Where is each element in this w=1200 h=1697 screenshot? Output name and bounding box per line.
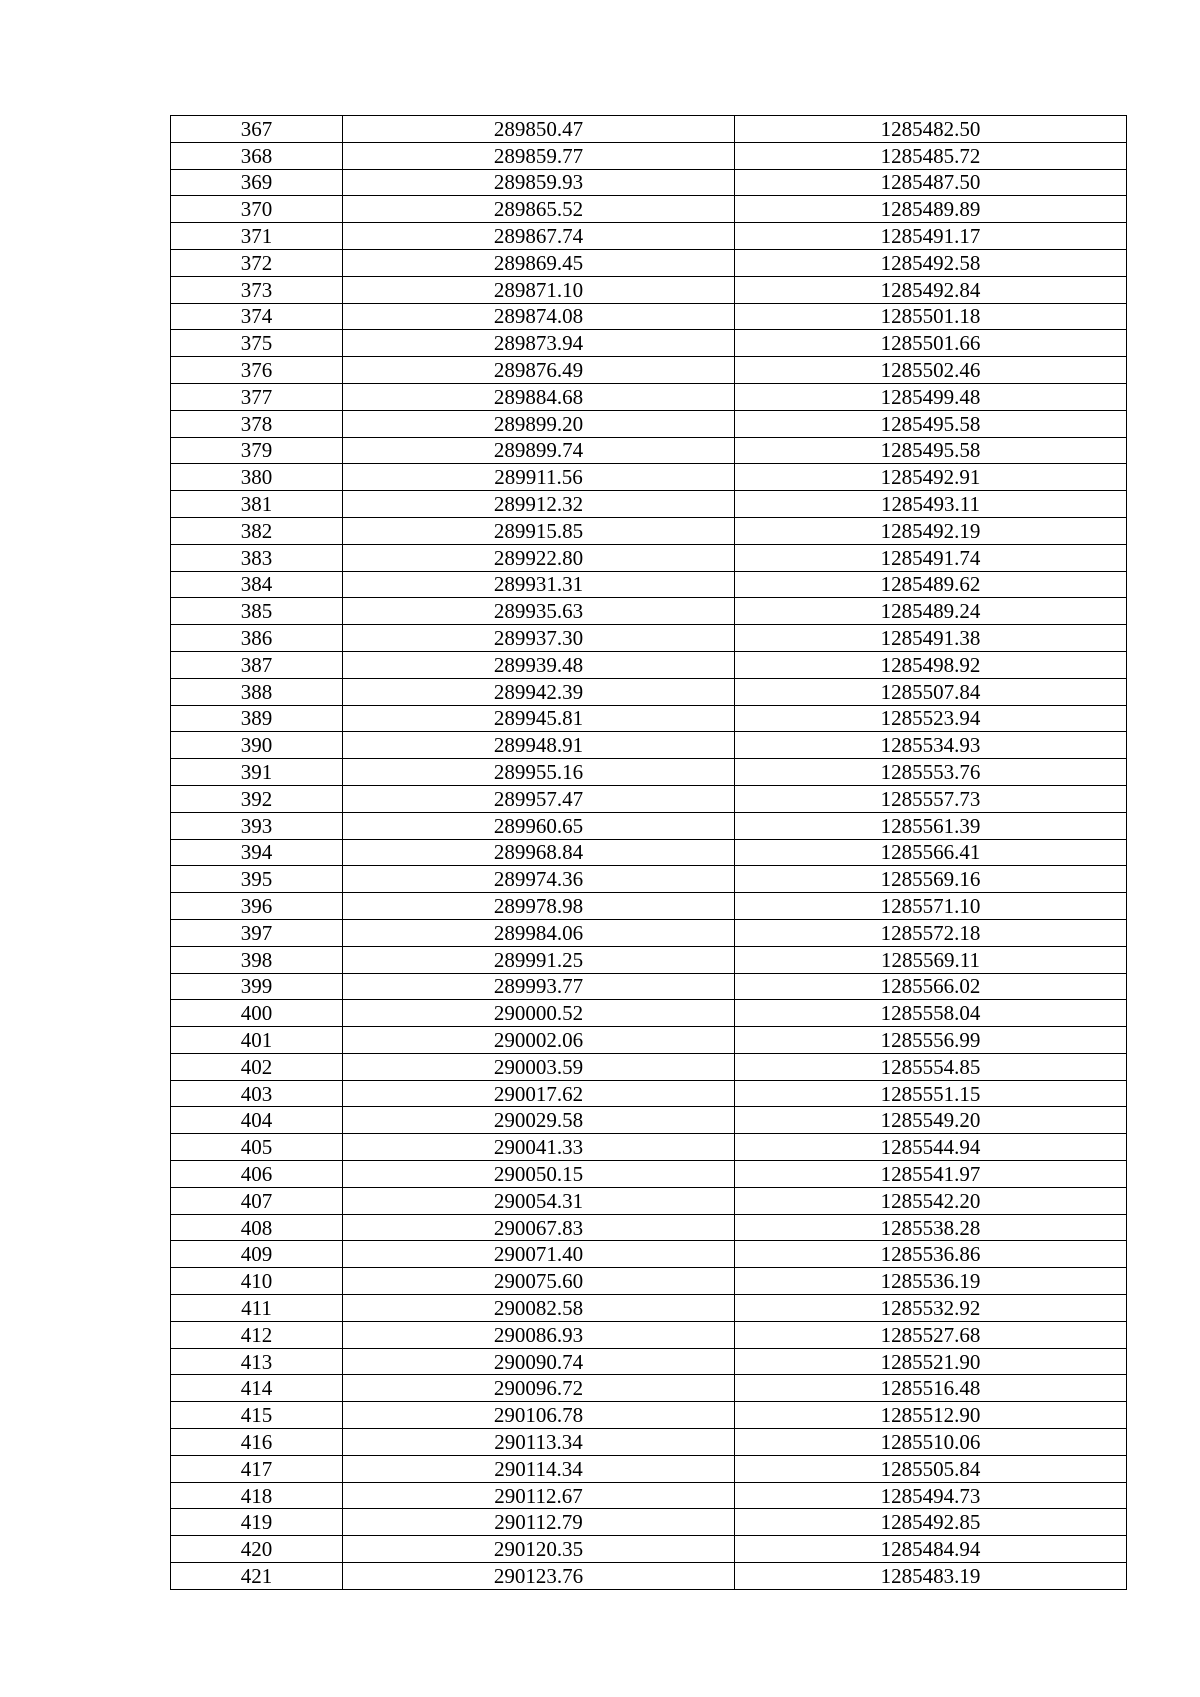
x-coordinate-cell: 290112.67 xyxy=(343,1482,735,1509)
x-coordinate-cell: 289859.77 xyxy=(343,142,735,169)
table-row xyxy=(171,1429,1127,1456)
table-row xyxy=(171,303,1127,330)
x-coordinate-cell: 289884.68 xyxy=(343,383,735,410)
y-coordinate-cell: 1285483.19 xyxy=(735,1563,1127,1590)
y-coordinate-cell: 1285507.84 xyxy=(735,678,1127,705)
x-coordinate-cell: 290120.35 xyxy=(343,1536,735,1563)
y-coordinate-cell: 1285499.48 xyxy=(735,383,1127,410)
y-coordinate-cell: 1285491.38 xyxy=(735,625,1127,652)
y-coordinate-cell: 1285498.92 xyxy=(735,651,1127,678)
y-coordinate-cell: 1285502.46 xyxy=(735,357,1127,384)
table-row xyxy=(171,678,1127,705)
y-coordinate-cell: 1285544.94 xyxy=(735,1134,1127,1161)
x-coordinate-cell: 290114.34 xyxy=(343,1455,735,1482)
table-row xyxy=(171,1321,1127,1348)
y-coordinate-cell: 1285538.28 xyxy=(735,1214,1127,1241)
x-coordinate-cell: 290096.72 xyxy=(343,1375,735,1402)
y-coordinate-cell: 1285501.18 xyxy=(735,303,1127,330)
y-coordinate-cell: 1285492.58 xyxy=(735,249,1127,276)
table-row xyxy=(171,1268,1127,1295)
point-number-cell: 402 xyxy=(171,1053,343,1080)
table-row xyxy=(171,973,1127,1000)
point-number-cell: 395 xyxy=(171,866,343,893)
table-row xyxy=(171,893,1127,920)
point-number-cell: 376 xyxy=(171,357,343,384)
table-row xyxy=(171,1536,1127,1563)
y-coordinate-cell: 1285489.89 xyxy=(735,196,1127,223)
point-number-cell: 374 xyxy=(171,303,343,330)
y-coordinate-cell: 1285551.15 xyxy=(735,1080,1127,1107)
table-row xyxy=(171,223,1127,250)
point-number-cell: 407 xyxy=(171,1187,343,1214)
x-coordinate-cell: 290000.52 xyxy=(343,1000,735,1027)
y-coordinate-cell: 1285553.76 xyxy=(735,759,1127,786)
y-coordinate-cell: 1285536.19 xyxy=(735,1268,1127,1295)
x-coordinate-cell: 289850.47 xyxy=(343,116,735,143)
x-coordinate-cell: 290071.40 xyxy=(343,1241,735,1268)
y-coordinate-cell: 1285492.19 xyxy=(735,517,1127,544)
table-row xyxy=(171,705,1127,732)
point-number-cell: 413 xyxy=(171,1348,343,1375)
y-coordinate-cell: 1285557.73 xyxy=(735,785,1127,812)
point-number-cell: 396 xyxy=(171,893,343,920)
table-row xyxy=(171,142,1127,169)
x-coordinate-cell: 289960.65 xyxy=(343,812,735,839)
table-row xyxy=(171,276,1127,303)
point-number-cell: 417 xyxy=(171,1455,343,1482)
y-coordinate-cell: 1285566.41 xyxy=(735,839,1127,866)
y-coordinate-cell: 1285541.97 xyxy=(735,1161,1127,1188)
y-coordinate-cell: 1285505.84 xyxy=(735,1455,1127,1482)
point-number-cell: 410 xyxy=(171,1268,343,1295)
x-coordinate-cell: 289937.30 xyxy=(343,625,735,652)
point-number-cell: 379 xyxy=(171,437,343,464)
y-coordinate-cell: 1285556.99 xyxy=(735,1027,1127,1054)
y-coordinate-cell: 1285512.90 xyxy=(735,1402,1127,1429)
point-number-cell: 392 xyxy=(171,785,343,812)
coordinates-table-body xyxy=(171,116,1127,1590)
y-coordinate-cell: 1285521.90 xyxy=(735,1348,1127,1375)
x-coordinate-cell: 289984.06 xyxy=(343,919,735,946)
table-row xyxy=(171,946,1127,973)
point-number-cell: 367 xyxy=(171,116,343,143)
y-coordinate-cell: 1285527.68 xyxy=(735,1321,1127,1348)
x-coordinate-cell: 290050.15 xyxy=(343,1161,735,1188)
table-row xyxy=(171,1295,1127,1322)
table-row xyxy=(171,571,1127,598)
x-coordinate-cell: 289939.48 xyxy=(343,651,735,678)
y-coordinate-cell: 1285482.50 xyxy=(735,116,1127,143)
table-row xyxy=(171,169,1127,196)
point-number-cell: 398 xyxy=(171,946,343,973)
point-number-cell: 378 xyxy=(171,410,343,437)
y-coordinate-cell: 1285566.02 xyxy=(735,973,1127,1000)
y-coordinate-cell: 1285516.48 xyxy=(735,1375,1127,1402)
y-coordinate-cell: 1285510.06 xyxy=(735,1429,1127,1456)
y-coordinate-cell: 1285493.11 xyxy=(735,491,1127,518)
y-coordinate-cell: 1285571.10 xyxy=(735,893,1127,920)
point-number-cell: 370 xyxy=(171,196,343,223)
point-number-cell: 412 xyxy=(171,1321,343,1348)
x-coordinate-cell: 289912.32 xyxy=(343,491,735,518)
y-coordinate-cell: 1285484.94 xyxy=(735,1536,1127,1563)
table-row xyxy=(171,1509,1127,1536)
table-row xyxy=(171,1482,1127,1509)
x-coordinate-cell: 290123.76 xyxy=(343,1563,735,1590)
point-number-cell: 381 xyxy=(171,491,343,518)
x-coordinate-cell: 289957.47 xyxy=(343,785,735,812)
table-row xyxy=(171,1563,1127,1590)
point-number-cell: 404 xyxy=(171,1107,343,1134)
point-number-cell: 371 xyxy=(171,223,343,250)
y-coordinate-cell: 1285492.85 xyxy=(735,1509,1127,1536)
x-coordinate-cell: 289869.45 xyxy=(343,249,735,276)
table-row xyxy=(171,196,1127,223)
table-row xyxy=(171,330,1127,357)
point-number-cell: 391 xyxy=(171,759,343,786)
table-row xyxy=(171,116,1127,143)
y-coordinate-cell: 1285489.62 xyxy=(735,571,1127,598)
x-coordinate-cell: 289978.98 xyxy=(343,893,735,920)
y-coordinate-cell: 1285558.04 xyxy=(735,1000,1127,1027)
table-row xyxy=(171,1375,1127,1402)
point-number-cell: 420 xyxy=(171,1536,343,1563)
x-coordinate-cell: 289865.52 xyxy=(343,196,735,223)
x-coordinate-cell: 290113.34 xyxy=(343,1429,735,1456)
table-row xyxy=(171,437,1127,464)
point-number-cell: 411 xyxy=(171,1295,343,1322)
x-coordinate-cell: 290082.58 xyxy=(343,1295,735,1322)
table-row xyxy=(171,517,1127,544)
x-coordinate-cell: 290075.60 xyxy=(343,1268,735,1295)
x-coordinate-cell: 290086.93 xyxy=(343,1321,735,1348)
table-row xyxy=(171,357,1127,384)
y-coordinate-cell: 1285561.39 xyxy=(735,812,1127,839)
x-coordinate-cell: 289974.36 xyxy=(343,866,735,893)
table-row xyxy=(171,1080,1127,1107)
y-coordinate-cell: 1285495.58 xyxy=(735,437,1127,464)
point-number-cell: 386 xyxy=(171,625,343,652)
point-number-cell: 418 xyxy=(171,1482,343,1509)
table-row xyxy=(171,1214,1127,1241)
x-coordinate-cell: 289871.10 xyxy=(343,276,735,303)
table-row xyxy=(171,1107,1127,1134)
point-number-cell: 400 xyxy=(171,1000,343,1027)
table-row xyxy=(171,598,1127,625)
x-coordinate-cell: 290002.06 xyxy=(343,1027,735,1054)
table-row xyxy=(171,1402,1127,1429)
x-coordinate-cell: 289867.74 xyxy=(343,223,735,250)
table-row xyxy=(171,544,1127,571)
coordinates-table xyxy=(170,115,1127,1590)
x-coordinate-cell: 289876.49 xyxy=(343,357,735,384)
table-row xyxy=(171,625,1127,652)
table-row xyxy=(171,249,1127,276)
y-coordinate-cell: 1285549.20 xyxy=(735,1107,1127,1134)
y-coordinate-cell: 1285554.85 xyxy=(735,1053,1127,1080)
x-coordinate-cell: 289935.63 xyxy=(343,598,735,625)
table-row xyxy=(171,1348,1127,1375)
y-coordinate-cell: 1285491.74 xyxy=(735,544,1127,571)
point-number-cell: 368 xyxy=(171,142,343,169)
y-coordinate-cell: 1285532.92 xyxy=(735,1295,1127,1322)
table-row xyxy=(171,1161,1127,1188)
table-row xyxy=(171,464,1127,491)
x-coordinate-cell: 289873.94 xyxy=(343,330,735,357)
x-coordinate-cell: 289899.20 xyxy=(343,410,735,437)
table-row xyxy=(171,919,1127,946)
table-row xyxy=(171,651,1127,678)
point-number-cell: 375 xyxy=(171,330,343,357)
point-number-cell: 385 xyxy=(171,598,343,625)
point-number-cell: 409 xyxy=(171,1241,343,1268)
x-coordinate-cell: 290017.62 xyxy=(343,1080,735,1107)
point-number-cell: 380 xyxy=(171,464,343,491)
point-number-cell: 403 xyxy=(171,1080,343,1107)
x-coordinate-cell: 289931.31 xyxy=(343,571,735,598)
y-coordinate-cell: 1285492.84 xyxy=(735,276,1127,303)
table-row xyxy=(171,1455,1127,1482)
y-coordinate-cell: 1285489.24 xyxy=(735,598,1127,625)
x-coordinate-cell: 289991.25 xyxy=(343,946,735,973)
x-coordinate-cell: 289859.93 xyxy=(343,169,735,196)
y-coordinate-cell: 1285492.91 xyxy=(735,464,1127,491)
y-coordinate-cell: 1285491.17 xyxy=(735,223,1127,250)
table-row xyxy=(171,839,1127,866)
x-coordinate-cell: 289915.85 xyxy=(343,517,735,544)
x-coordinate-cell: 289911.56 xyxy=(343,464,735,491)
point-number-cell: 406 xyxy=(171,1161,343,1188)
table-row xyxy=(171,383,1127,410)
table-row xyxy=(171,1134,1127,1161)
table-row xyxy=(171,1000,1127,1027)
table-row xyxy=(171,812,1127,839)
x-coordinate-cell: 289899.74 xyxy=(343,437,735,464)
x-coordinate-cell: 289942.39 xyxy=(343,678,735,705)
table-row xyxy=(171,866,1127,893)
x-coordinate-cell: 290067.83 xyxy=(343,1214,735,1241)
x-coordinate-cell: 290041.33 xyxy=(343,1134,735,1161)
y-coordinate-cell: 1285494.73 xyxy=(735,1482,1127,1509)
point-number-cell: 394 xyxy=(171,839,343,866)
point-number-cell: 389 xyxy=(171,705,343,732)
point-number-cell: 415 xyxy=(171,1402,343,1429)
y-coordinate-cell: 1285534.93 xyxy=(735,732,1127,759)
table-row xyxy=(171,759,1127,786)
y-coordinate-cell: 1285536.86 xyxy=(735,1241,1127,1268)
point-number-cell: 383 xyxy=(171,544,343,571)
y-coordinate-cell: 1285569.16 xyxy=(735,866,1127,893)
y-coordinate-cell: 1285487.50 xyxy=(735,169,1127,196)
point-number-cell: 388 xyxy=(171,678,343,705)
point-number-cell: 382 xyxy=(171,517,343,544)
y-coordinate-cell: 1285495.58 xyxy=(735,410,1127,437)
table-row xyxy=(171,785,1127,812)
point-number-cell: 372 xyxy=(171,249,343,276)
point-number-cell: 399 xyxy=(171,973,343,1000)
x-coordinate-cell: 290090.74 xyxy=(343,1348,735,1375)
point-number-cell: 393 xyxy=(171,812,343,839)
table-row xyxy=(171,732,1127,759)
x-coordinate-cell: 289945.81 xyxy=(343,705,735,732)
point-number-cell: 419 xyxy=(171,1509,343,1536)
x-coordinate-cell: 289948.91 xyxy=(343,732,735,759)
y-coordinate-cell: 1285523.94 xyxy=(735,705,1127,732)
point-number-cell: 401 xyxy=(171,1027,343,1054)
x-coordinate-cell: 289874.08 xyxy=(343,303,735,330)
table-row xyxy=(171,1027,1127,1054)
x-coordinate-cell: 289993.77 xyxy=(343,973,735,1000)
point-number-cell: 390 xyxy=(171,732,343,759)
y-coordinate-cell: 1285572.18 xyxy=(735,919,1127,946)
table-row xyxy=(171,491,1127,518)
y-coordinate-cell: 1285569.11 xyxy=(735,946,1127,973)
x-coordinate-cell: 289968.84 xyxy=(343,839,735,866)
y-coordinate-cell: 1285501.66 xyxy=(735,330,1127,357)
point-number-cell: 369 xyxy=(171,169,343,196)
x-coordinate-cell: 290029.58 xyxy=(343,1107,735,1134)
y-coordinate-cell: 1285542.20 xyxy=(735,1187,1127,1214)
point-number-cell: 384 xyxy=(171,571,343,598)
point-number-cell: 387 xyxy=(171,651,343,678)
x-coordinate-cell: 290054.31 xyxy=(343,1187,735,1214)
point-number-cell: 373 xyxy=(171,276,343,303)
y-coordinate-cell: 1285485.72 xyxy=(735,142,1127,169)
table-row xyxy=(171,1241,1127,1268)
point-number-cell: 397 xyxy=(171,919,343,946)
point-number-cell: 408 xyxy=(171,1214,343,1241)
point-number-cell: 377 xyxy=(171,383,343,410)
point-number-cell: 416 xyxy=(171,1429,343,1456)
x-coordinate-cell: 289955.16 xyxy=(343,759,735,786)
point-number-cell: 421 xyxy=(171,1563,343,1590)
x-coordinate-cell: 290112.79 xyxy=(343,1509,735,1536)
table-row xyxy=(171,1053,1127,1080)
point-number-cell: 414 xyxy=(171,1375,343,1402)
x-coordinate-cell: 290003.59 xyxy=(343,1053,735,1080)
table-row xyxy=(171,1187,1127,1214)
point-number-cell: 405 xyxy=(171,1134,343,1161)
table-row xyxy=(171,410,1127,437)
x-coordinate-cell: 290106.78 xyxy=(343,1402,735,1429)
x-coordinate-cell: 289922.80 xyxy=(343,544,735,571)
